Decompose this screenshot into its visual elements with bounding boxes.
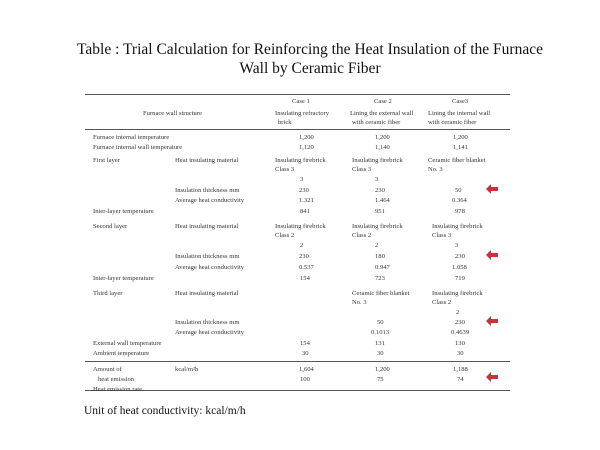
cell: 74 (457, 376, 464, 383)
row-internal-temp-label: Furnace internal temperature (93, 134, 170, 141)
cell: 50 (455, 187, 462, 194)
cell: 1.058 (452, 264, 467, 271)
cell: 230 (299, 253, 309, 260)
cell: 2 (456, 309, 460, 316)
cell: 3 (300, 176, 304, 183)
inter-layer-2-label: Inter-layer temperature (93, 275, 154, 282)
header-rule (85, 129, 510, 130)
arrow-left-icon (486, 250, 498, 260)
cell: Insulating firebrick (275, 157, 326, 164)
cell: No. 3 (428, 166, 443, 173)
cell: Class 3 (352, 166, 372, 173)
cell: Insulating firebrick (352, 157, 403, 164)
cell: 230 (299, 187, 309, 194)
cell: 50 (377, 319, 384, 326)
third-layer-conductivity-label: Average heat conductivity (175, 329, 245, 336)
cell: 719 (455, 275, 465, 282)
header-case3-desc: Lining the internal wall (428, 110, 491, 117)
heat-emission-label: heat emission (98, 376, 135, 383)
cell: 0.364 (452, 197, 467, 204)
third-layer-thickness-label: Insulation thickness mm (175, 319, 240, 326)
cell: Insulating firebrick (352, 223, 403, 230)
cell: Class 3 (432, 232, 452, 239)
cell: 0.1013 (371, 329, 390, 336)
amount-of-label: Amount of (93, 366, 122, 373)
table-top-rule (85, 94, 510, 95)
third-layer-material-label: Heat insulating material (175, 290, 239, 297)
cell: 978 (455, 208, 465, 215)
cell: Class 2 (432, 299, 452, 306)
cell: 841 (300, 208, 310, 215)
cell: 3 (375, 176, 379, 183)
row-internal-wall-temp-label: Furnace internal wall temperature (93, 144, 183, 151)
first-layer-conductivity-label: Average heat conductivity (175, 197, 245, 204)
heat-emission-rate-label: Heat emission rate (93, 386, 143, 393)
header-structure: Furnace wall structure (143, 110, 202, 117)
cell: 100 (300, 376, 310, 383)
cell: 0.537 (299, 264, 314, 271)
second-layer-thickness-label: Insulation thickness mm (175, 253, 240, 260)
header-case1-desc2: brick (278, 119, 292, 126)
cell: No. 3 (352, 299, 367, 306)
arrow-left-icon (486, 372, 498, 382)
first-layer-label: First layer (93, 157, 120, 164)
ambient-temp-label: Ambient temperature (93, 350, 150, 357)
cell: 951 (375, 208, 385, 215)
second-layer-conductivity-label: Average heat conductivity (175, 264, 245, 271)
second-layer-material-label: Heat insulating material (175, 223, 239, 230)
table-title-line1: Table : Trial Calculation for Reinforcing the Heat Insulation of the Furnace (77, 41, 543, 58)
cell: 230 (375, 187, 385, 194)
cell: 154 (300, 340, 310, 347)
cell: 230 (455, 253, 465, 260)
first-layer-thickness-label: Insulation thickness mm (175, 187, 240, 194)
cell: 1,604 (299, 366, 314, 373)
cell: 130 (455, 340, 465, 347)
cell: 1,120 (299, 144, 314, 151)
cell: 1,200 (299, 134, 314, 141)
cell: 2 (375, 242, 379, 249)
second-layer-label: Second layer (93, 223, 128, 230)
cell: Ceramic fiber blanket (428, 157, 486, 164)
cell: 1,200 (453, 134, 468, 141)
cell: 3 (455, 242, 459, 249)
cell: 1.321 (299, 197, 314, 204)
header-case1-desc: Insulating refractory (275, 110, 330, 117)
cell: 30 (377, 350, 384, 357)
cell: Insulating firebrick (432, 290, 483, 297)
amount-of-unit: kcal/m²h (175, 366, 199, 373)
arrow-left-icon (486, 184, 498, 194)
table-bottom-rule (85, 390, 510, 391)
cell: 131 (375, 340, 385, 347)
header-case3-title: Case3 (452, 98, 469, 105)
emission-rule (85, 361, 510, 362)
header-case2-title: Case 2 (374, 98, 392, 105)
cell: 230 (455, 319, 465, 326)
cell: Insulating firebrick (432, 223, 483, 230)
cell: 30 (302, 350, 309, 357)
first-layer-material-label: Heat insulating material (175, 157, 239, 164)
unit-note: Unit of heat conductivity: kcal/m/h (84, 405, 246, 417)
external-wall-temp-label: External wall temperature (93, 340, 162, 347)
cell: 30 (457, 350, 464, 357)
cell: 1,200 (375, 134, 390, 141)
third-layer-label: Third layer (93, 290, 123, 297)
cell: Ceramic fiber blanket (352, 290, 410, 297)
table-title-line2: Wall by Ceramic Fiber (239, 60, 381, 77)
cell: 2 (300, 242, 304, 249)
cell: 1,200 (375, 366, 390, 373)
cell: 75 (377, 376, 384, 383)
header-case2-desc: Lining the external wall (350, 110, 414, 117)
inter-layer-1-label: Inter-layer temperature (93, 208, 154, 215)
cell: 723 (375, 275, 385, 282)
cell: 0.947 (375, 264, 390, 271)
header-case3-desc2: with ceramic fiber (428, 119, 477, 126)
cell: 154 (300, 275, 310, 282)
cell: 1,141 (453, 144, 468, 151)
cell: Class 2 (275, 232, 295, 239)
cell: 180 (375, 253, 385, 260)
header-case2-desc2: with ceramic fiber (352, 119, 401, 126)
header-case1-title: Case 1 (292, 98, 310, 105)
cell: 1,188 (453, 366, 468, 373)
cell: 0.4639 (451, 329, 470, 336)
cell: 1,140 (375, 144, 390, 151)
cell: Class 2 (352, 232, 372, 239)
cell: 1.464 (375, 197, 390, 204)
cell: Insulating firebrick (275, 223, 326, 230)
arrow-left-icon (486, 316, 498, 326)
cell: Class 3 (275, 166, 295, 173)
